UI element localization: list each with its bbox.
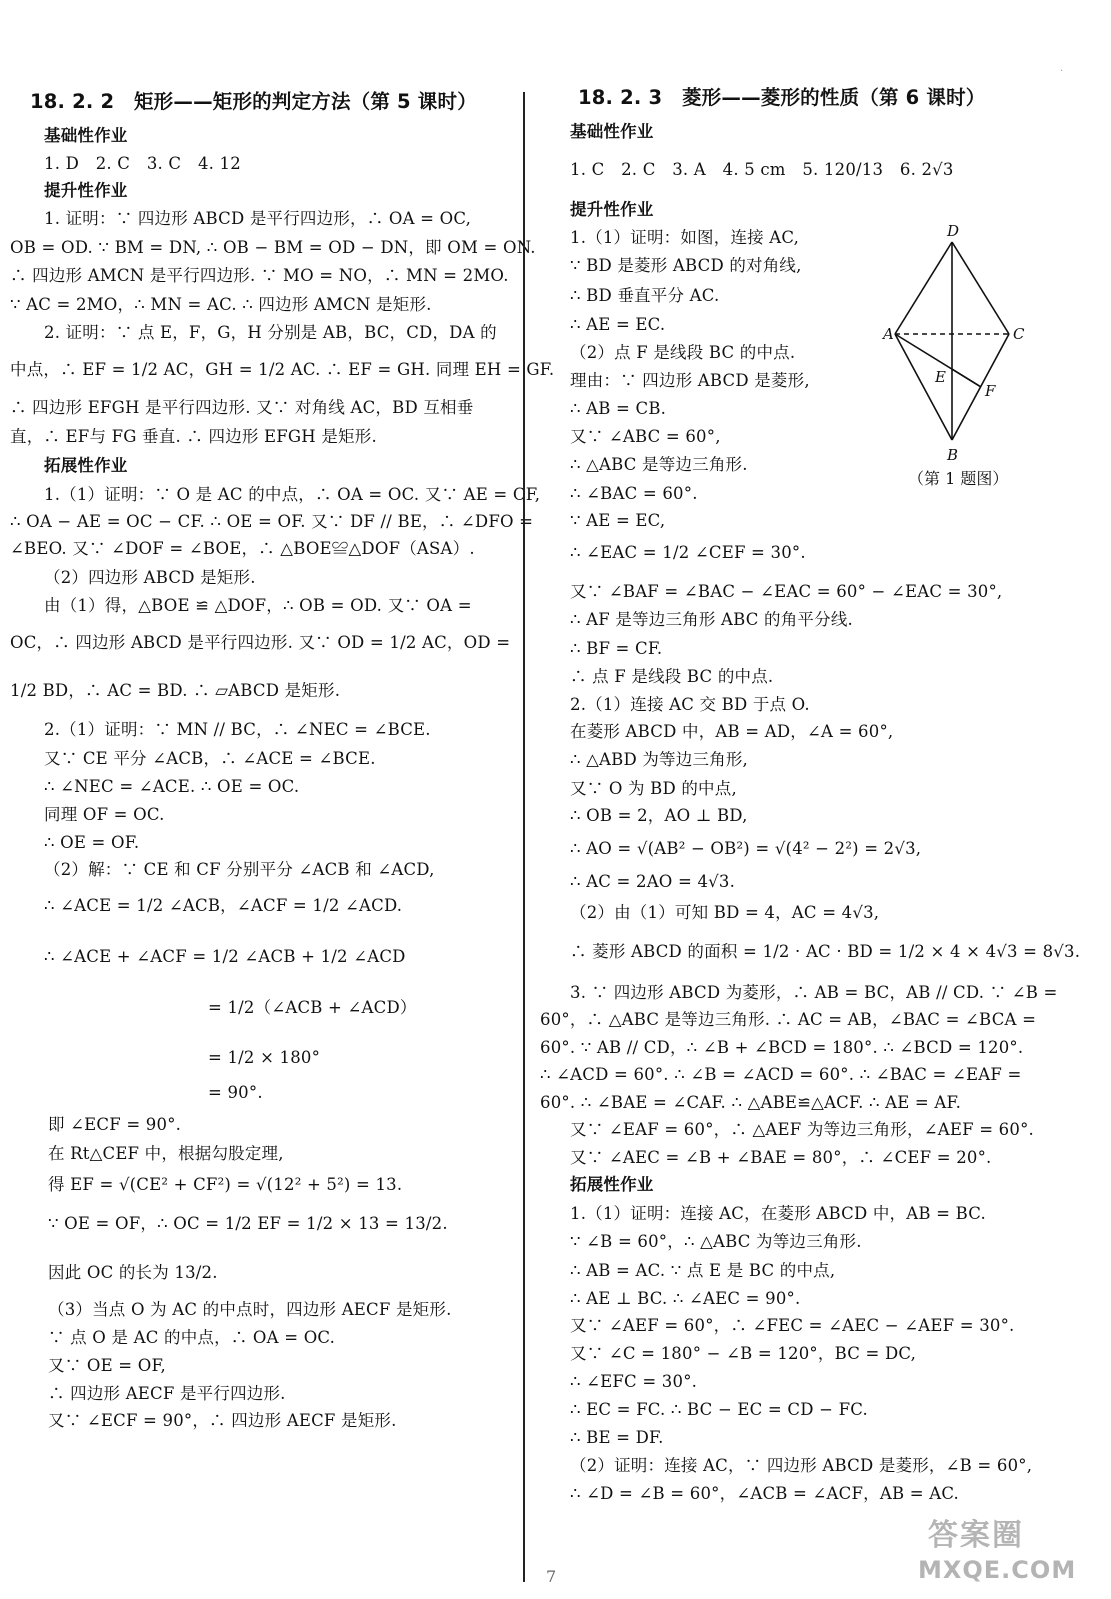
right-line: （2）证明：连接 AC，∵ 四边形 ABCD 是菱形，∠B = 60°, (570, 1456, 1033, 1475)
left-line: 1.（1）证明：∵ O 是 AC 的中点，∴ OA = OC. 又∵ AE = CF, (44, 485, 541, 504)
left-title: 18. 2. 2 矩形——矩形的判定方法（第 5 课时） (30, 90, 477, 113)
left-line: 1/2 BD，∴ AC = BD. ∴ ▱ABCD 是矩形. (10, 681, 341, 700)
column-divider (523, 92, 525, 1582)
right-line: 又∵ ∠AEF = 60°，∴ ∠FEC = ∠AEC − ∠AEF = 30°. (570, 1316, 1015, 1335)
edge-ab (895, 334, 952, 440)
right-line: 1.（1）证明：连接 AC，在菱形 ABCD 中，AB = BC. (570, 1204, 986, 1223)
left-line: = 1/2（∠ACB + ∠ACD） (208, 998, 417, 1017)
left-line: OC，∴ 四边形 ABCD 是平行四边形. 又∵ OD = 1/2 AC，OD = (10, 633, 511, 652)
right-line: ∵ BD 是菱形 ABCD 的对角线, (570, 256, 802, 275)
right-line: 60°. ∵ AB // CD，∴ ∠B + ∠BCD = 180°. ∴ ∠BCD = 120°. (540, 1038, 1024, 1057)
left-line: 1. D 2. C 3. C 4. 12 (44, 154, 241, 173)
label-c: C (1013, 325, 1025, 343)
left-line: （2）四边形 ABCD 是矩形. (44, 568, 256, 587)
rhombus-figure (885, 222, 1045, 487)
watermark-logo: 答案圈 (928, 1518, 1024, 1553)
left-basic-heading: 基础性作业 (44, 126, 128, 145)
left-line: 中点，∴ EF = 1/2 AC，GH = 1/2 AC. ∴ EF = GH. 同理 EH = GF. (10, 360, 555, 379)
left-line: 又∵ CE 平分 ∠ACB，∴ ∠ACE = ∠BCE. (44, 749, 376, 768)
left-line: ∴ 四边形 AECF 是平行四边形. (48, 1384, 286, 1403)
right-line: ∴ EC = FC. ∴ BC − EC = CD − FC. (570, 1400, 868, 1419)
left-line: = 1/2 × 180° (208, 1048, 321, 1067)
left-extend-heading: 拓展性作业 (44, 456, 128, 475)
right-line: 又∵ ∠C = 180° − ∠B = 120°，BC = DC, (570, 1344, 917, 1363)
right-line: ∴ BE = DF. (570, 1428, 664, 1447)
right-line: （2）点 F 是线段 BC 的中点. (570, 343, 796, 362)
left-line: 在 Rt△CEF 中，根据勾股定理, (48, 1144, 284, 1163)
right-line: 理由：∵ 四边形 ABCD 是菱形, (570, 371, 810, 390)
watermark-site: MXQE.COM (918, 1556, 1077, 1584)
left-line: ∴ 四边形 AMCN 是平行四边形. ∵ MO = NO，∴ MN = 2MO. (10, 266, 509, 285)
left-line: 因此 OC 的长为 13/2. (48, 1263, 218, 1282)
right-line: ∴ △ABD 为等边三角形, (570, 750, 748, 769)
right-line: ∴ ∠BAC = 60°. (570, 484, 698, 503)
corner-mark: · (1060, 66, 1064, 77)
right-line: ∴ BD 垂直平分 AC. (570, 286, 720, 305)
left-line: ∴ OE = OF. (44, 833, 140, 852)
watermark (918, 1510, 1086, 1590)
right-line: ∴ ∠ACD = 60°. ∴ ∠B = ∠ACD = 60°. ∴ ∠BAC = ∠EAF = (540, 1065, 1022, 1084)
right-line: （2）由（1）可知 BD = 4，AC = 4√3, (570, 903, 880, 922)
right-line: 3. ∵ 四边形 ABCD 为菱形，∴ AB = BC，AB // CD. ∵ ∠B = (570, 983, 1058, 1002)
right-line: 又∵ ∠BAF = ∠BAC − ∠EAC = 60° − ∠EAC = 30°, (570, 582, 1003, 601)
right-line: ∴ 点 F 是线段 BC 的中点. (570, 667, 774, 686)
right-line: 在菱形 ABCD 中，AB = AD，∠A = 60°, (570, 722, 894, 741)
right-line: ∴ 菱形 ABCD 的面积 = 1/2 · AC · BD = 1/2 × 4 × 4√3 = 8√3. (570, 942, 1081, 961)
right-line: ∴ AF 是等边三角形 ABC 的角平分线. (570, 610, 853, 629)
left-line: 由（1）得，△BOE ≌ △DOF，∴ OB = OD. 又∵ OA = (44, 596, 472, 615)
label-a: A (883, 325, 894, 343)
right-improve-heading: 提升性作业 (570, 200, 654, 219)
edge-dc (952, 242, 1009, 334)
right-line: ∴ BF = CF. (570, 639, 663, 658)
page-number: 7 (546, 1567, 557, 1586)
right-line: ∴ AB = CB. (570, 399, 667, 418)
edge-da (895, 242, 952, 334)
left-line: OB = OD. ∵ BM = DN, ∴ OB − BM = OD − DN，即 OM = ON. (10, 238, 536, 257)
right-line: 又∵ ∠ABC = 60°, (570, 427, 721, 446)
right-line: 60°，∴ △ABC 是等边三角形. ∴ AC = AB，∠BAC = ∠BCA = (540, 1010, 1037, 1029)
left-line: 2.（1）证明：∵ MN // BC，∴ ∠NEC = ∠BCE. (44, 720, 431, 739)
right-line: ∴ AO = √(AB² − OB²) = √(4² − 2²) = 2√3, (570, 839, 922, 858)
left-line: ∵ OE = OF，∴ OC = 1/2 EF = 1/2 × 13 = 13/2. (48, 1214, 448, 1233)
left-line: 即 ∠ECF = 90°. (48, 1115, 182, 1134)
left-line: 得 EF = √(CE² + CF²) = √(12² + 5²) = 13. (48, 1175, 403, 1194)
right-basic-heading: 基础性作业 (570, 122, 654, 141)
left-line: 同理 OF = OC. (44, 805, 165, 824)
left-line: ∴ ∠ACE + ∠ACF = 1/2 ∠ACB + 1/2 ∠ACD (44, 947, 406, 966)
left-line: ∠BEO. 又∵ ∠DOF = ∠BOE，∴ △BOE≌△DOF（ASA）. (10, 539, 475, 558)
right-line: ∴ AB = AC. ∵ 点 E 是 BC 的中点, (570, 1261, 836, 1280)
right-extend-heading: 拓展性作业 (570, 1175, 654, 1194)
left-line: = 90°. (208, 1083, 263, 1102)
left-line: 直，∴ EF与 FG 垂直. ∴ 四边形 EFGH 是矩形. (10, 427, 377, 446)
right-line: ∴ OB = 2，AO ⊥ BD, (570, 806, 748, 825)
right-title: 18. 2. 3 菱形——菱形的性质（第 6 课时） (578, 86, 986, 109)
left-improve-heading: 提升性作业 (44, 181, 128, 200)
right-line: ∵ AE = EC, (570, 511, 666, 530)
right-line: 1.（1）证明：如图，连接 AC, (570, 228, 800, 247)
right-line: ∵ ∠B = 60°，∴ △ABC 为等边三角形. (570, 1232, 862, 1251)
left-line: ∴ 四边形 EFGH 是平行四边形. 又∵ 对角线 AC，BD 互相垂 (10, 398, 474, 417)
left-line: 又∵ OE = OF, (48, 1356, 166, 1375)
figure-caption: （第 1 题图） (908, 469, 1009, 488)
left-line: ∵ AC = 2MO，∴ MN = AC. ∴ 四边形 AMCN 是矩形. (10, 295, 432, 314)
right-line: ∴ AE = EC. (570, 315, 666, 334)
left-line: ∵ 点 O 是 AC 的中点，∴ OA = OC. (48, 1328, 336, 1347)
right-line: 又∵ O 为 BD 的中点, (570, 779, 737, 798)
right-line: 1. C 2. C 3. A 4. 5 cm 5. 120/13 6. 2√3 (570, 160, 954, 179)
right-line: 60°. ∴ ∠BAE = ∠CAF. ∴ △ABE≌△ACF. ∴ AE = AF. (540, 1093, 962, 1112)
left-line: （2）解：∵ CE 和 CF 分别平分 ∠ACB 和 ∠ACD, (44, 860, 435, 879)
right-line: ∴ △ABC 是等边三角形. (570, 455, 748, 474)
left-line: （3）当点 O 为 AC 的中点时，四边形 AECF 是矩形. (48, 1300, 452, 1319)
segment-ef (952, 369, 981, 387)
left-line: 1. 证明：∵ 四边形 ABCD 是平行四边形，∴ OA = OC, (44, 209, 472, 228)
left-line: 2. 证明：∵ 点 E，F，G，H 分别是 AB，BC，CD，DA 的 (44, 323, 497, 342)
right-line: 又∵ ∠AEC = ∠B + ∠BAE = 80°，∴ ∠CEF = 20°. (570, 1148, 992, 1167)
label-f: F (985, 382, 996, 400)
right-line: ∴ ∠EFC = 30°. (570, 1372, 698, 1391)
left-line: ∴ ∠ACE = 1/2 ∠ACB，∠ACF = 1/2 ∠ACD. (44, 896, 403, 915)
right-line: ∴ AC = 2AO = 4√3. (570, 872, 736, 891)
right-line: 2.（1）连接 AC 交 BD 于点 O. (570, 695, 810, 714)
left-line: 又∵ ∠ECF = 90°，∴ 四边形 AECF 是矩形. (48, 1411, 397, 1430)
label-d: D (947, 222, 960, 240)
label-e: E (935, 368, 946, 386)
right-line: 又∵ ∠EAF = 60°，∴ △AEF 为等边三角形，∠AEF = 60°. (570, 1120, 1034, 1139)
right-line: ∴ ∠D = ∠B = 60°，∠ACB = ∠ACF，AB = AC. (570, 1484, 959, 1503)
left-line: ∴ OA − AE = OC − CF. ∴ OE = OF. 又∵ DF // BE，∴ ∠DFO = (10, 512, 534, 531)
left-line: ∴ ∠NEC = ∠ACE. ∴ OE = OC. (44, 777, 300, 796)
label-b: B (947, 446, 959, 464)
right-line: ∴ ∠EAC = 1/2 ∠CEF = 30°. (570, 543, 806, 562)
right-line: ∴ AE ⊥ BC. ∴ ∠AEC = 90°. (570, 1289, 801, 1308)
